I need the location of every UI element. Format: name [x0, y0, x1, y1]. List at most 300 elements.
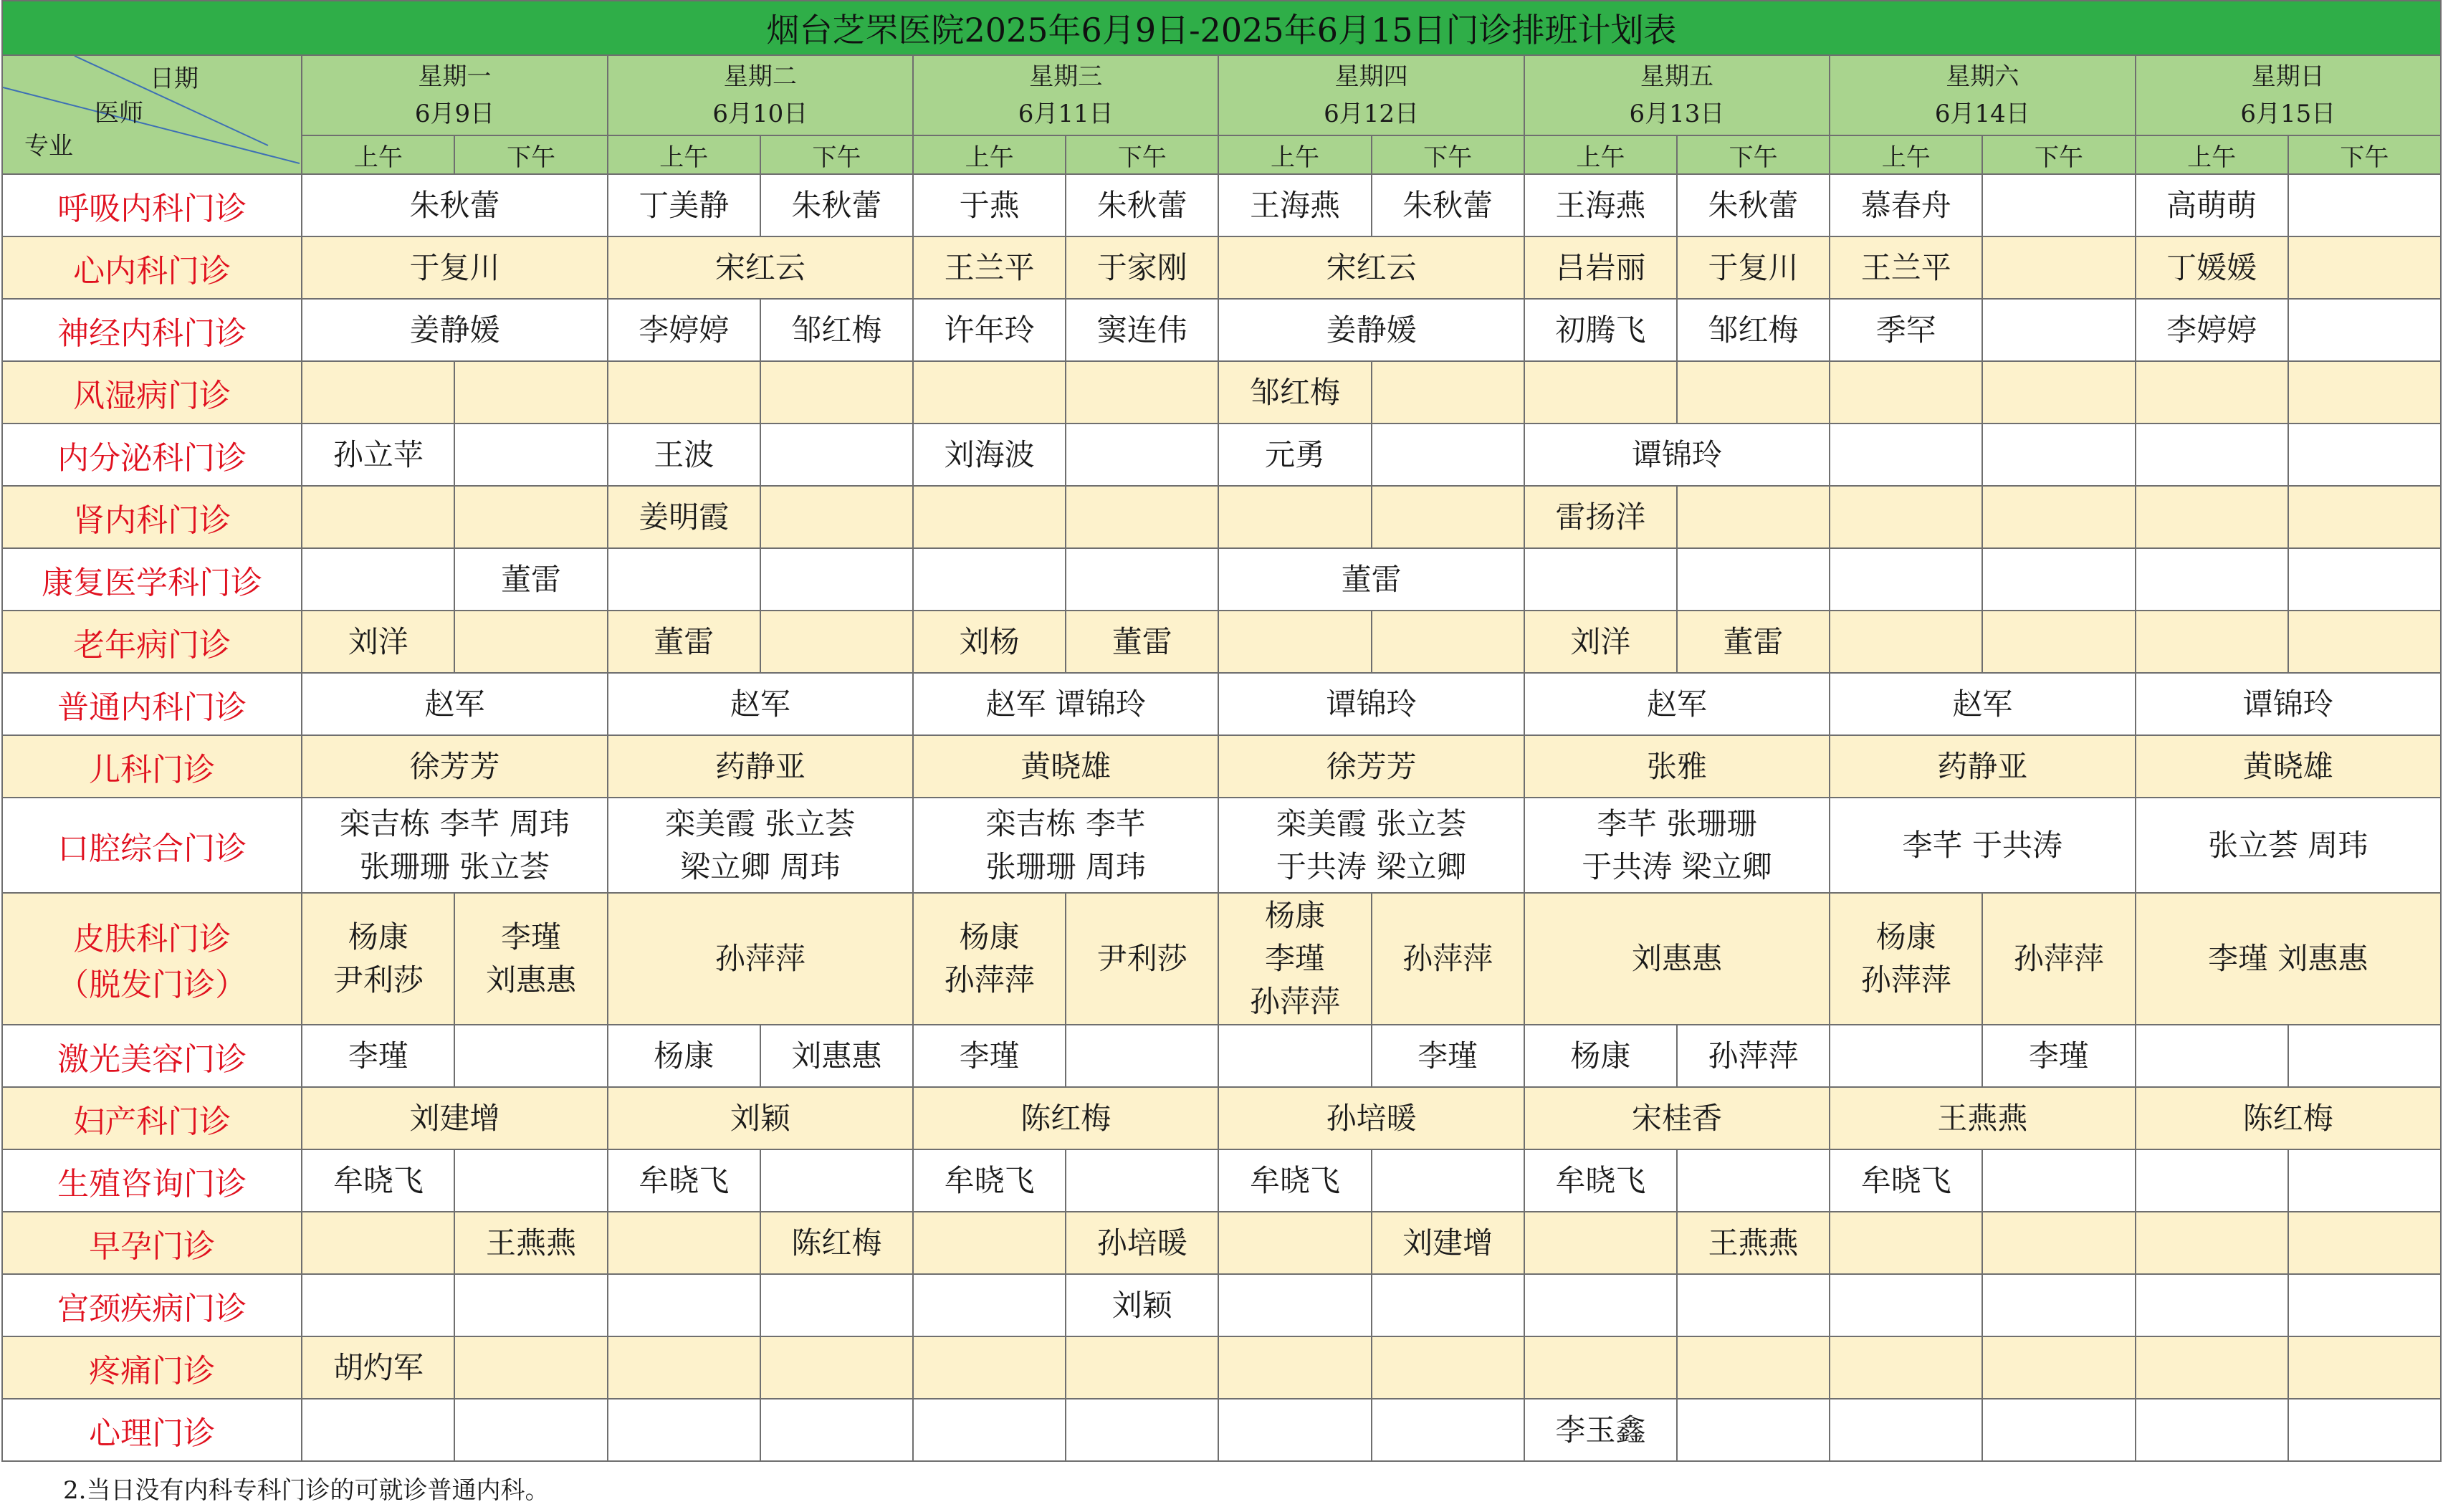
schedule-cell: [1982, 548, 2135, 611]
schedule-cell: [454, 1274, 607, 1336]
doctor-name: 牟晓飞: [1555, 1162, 1646, 1198]
table-row: [2, 236, 2441, 299]
schedule-cell: [454, 1336, 607, 1399]
table-row: [2, 673, 2441, 735]
schedule-cell: [1830, 1399, 1982, 1461]
schedule-cell: [760, 1274, 913, 1336]
department-name: [2, 1149, 302, 1212]
table-row: [2, 893, 2441, 1025]
schedule-cell: [2136, 236, 2288, 299]
department-label: 儿科门诊: [89, 751, 216, 788]
schedule-cell: [1982, 611, 2135, 673]
am-header: 上午: [913, 135, 1066, 174]
table-row: [2, 548, 2441, 611]
schedule-cell: [302, 236, 607, 299]
schedule-cell: [760, 611, 913, 673]
schedule-cell: [608, 236, 913, 299]
doctor-name: 刘惠惠: [1631, 941, 1722, 976]
table-row: [2, 486, 2441, 548]
doctor-name: 宋红云: [1326, 249, 1417, 285]
schedule-cell: [608, 1149, 760, 1212]
table-row: [2, 1149, 2441, 1212]
doctor-name: 陈红梅: [791, 1225, 882, 1260]
weekday-label: 星期三: [1029, 62, 1103, 91]
schedule-cell: [454, 1212, 607, 1274]
schedule-cell: [1218, 1212, 1371, 1274]
doctor-name: 孙培暖: [1326, 1100, 1417, 1136]
schedule-cell: [760, 174, 913, 236]
doctor-name: 徐芳芳: [409, 748, 500, 784]
department-label: 激光美容门诊: [57, 1040, 247, 1078]
schedule-cell: [1982, 236, 2135, 299]
doctor-name: 李瑾 刘惠惠: [2208, 941, 2368, 976]
schedule-cell: [760, 1399, 913, 1461]
schedule-cell: [760, 1025, 913, 1087]
doctor-name: 李瑾: [1264, 941, 1325, 976]
doctor-name: 姜明霞: [639, 499, 730, 535]
schedule-cell: [1372, 1399, 1524, 1461]
doctor-name: 宋红云: [714, 249, 805, 285]
schedule-cell: [2288, 548, 2441, 611]
table-row: [2, 798, 2441, 893]
schedule-cell: [1982, 1212, 2135, 1274]
doctor-name: 董雷: [1341, 561, 1402, 597]
schedule-cell: [302, 1025, 454, 1087]
doctor-name: 尹利莎: [1096, 941, 1187, 976]
schedule-cell: [302, 798, 607, 893]
schedule-cell: [1982, 361, 2135, 424]
schedule-cell: [454, 486, 607, 548]
schedule-cell: [1218, 798, 1524, 893]
schedule-cell: [2136, 1149, 2288, 1212]
doctor-name: 董雷: [1723, 623, 1784, 659]
schedule-cell: [1066, 486, 1218, 548]
schedule-cell: [2136, 1336, 2288, 1399]
schedule-cell: [2288, 299, 2441, 361]
schedule-cell: [2136, 798, 2441, 893]
doctor-name: 刘建增: [1402, 1225, 1493, 1260]
schedule-cell: [2136, 893, 2441, 1025]
doctor-name: 栾美霞 张立荟: [1276, 805, 1467, 841]
doctor-name: 许年玲: [944, 312, 1035, 348]
doctor-name: 杨康: [1570, 1038, 1631, 1073]
doctor-name: 元勇: [1264, 436, 1325, 472]
schedule-cell: [608, 299, 760, 361]
schedule-cell: [1677, 1149, 1830, 1212]
doctor-name: 孙萍萍: [2013, 941, 2104, 976]
doctor-name: 牟晓飞: [944, 1162, 1035, 1198]
doctor-name: 孙立苹: [333, 436, 424, 472]
schedule-cell: [1830, 299, 1982, 361]
schedule-cell: [1218, 1025, 1371, 1087]
doctor-name: 刘惠惠: [486, 962, 577, 997]
schedule-cell: [1677, 361, 1830, 424]
schedule-cell: [302, 1274, 454, 1336]
doctor-name: 李瑾: [2028, 1038, 2089, 1073]
corner-label-date: 日期: [150, 64, 199, 93]
schedule-cell: [454, 424, 607, 486]
doctor-name: 姜静媛: [409, 312, 500, 348]
schedule-cell: [454, 893, 607, 1025]
doctor-name: 李婷婷: [2166, 312, 2257, 348]
schedule-cell: [2288, 361, 2441, 424]
day-header: [2136, 55, 2441, 135]
doctor-name: 李玉鑫: [1555, 1412, 1646, 1448]
schedule-cell: [1372, 611, 1524, 673]
department-name: [2, 1087, 302, 1149]
doctor-name: 刘建增: [409, 1100, 500, 1136]
department-name: [2, 174, 302, 236]
doctor-name: 孙培暖: [1096, 1225, 1187, 1260]
weekday-label: 星期日: [2251, 62, 2325, 91]
doctor-name: 赵军: [1646, 686, 1707, 722]
table-row: [2, 735, 2441, 798]
doctor-name: 于共涛 梁立卿: [1276, 848, 1467, 884]
doctor-name: 董雷: [654, 623, 714, 659]
schedule-cell: [1677, 1025, 1830, 1087]
schedule-cell: [1982, 893, 2135, 1025]
doctor-name: 董雷: [501, 561, 562, 597]
doctor-name: 朱秋蕾: [1096, 187, 1187, 223]
department-name: [2, 1025, 302, 1087]
schedule-cell: [1982, 1336, 2135, 1399]
schedule-cell: [1982, 1149, 2135, 1212]
schedule-cell: [913, 1336, 1066, 1399]
schedule-cell: [1524, 673, 1830, 735]
doctor-name: 刘海波: [944, 436, 1035, 472]
department-label: 早孕门诊: [89, 1228, 216, 1265]
schedule-cell: [913, 611, 1066, 673]
schedule-cell: [1372, 174, 1524, 236]
department-name: [2, 798, 302, 893]
schedule-cell: [302, 361, 454, 424]
schedule-cell: [608, 174, 760, 236]
schedule-cell: [608, 611, 760, 673]
day-header: [1218, 55, 1524, 135]
schedule-cell: [1524, 548, 1677, 611]
doctor-name: 王兰平: [1860, 249, 1951, 285]
schedule-cell: [608, 1025, 760, 1087]
doctor-name: 谭锦玲: [1631, 436, 1722, 472]
schedule-cell: [913, 486, 1066, 548]
day-header: [1524, 55, 1830, 135]
schedule-cell: [2136, 1212, 2288, 1274]
schedule-cell: [454, 361, 607, 424]
doctor-name: 季罕: [1875, 312, 1936, 348]
schedule-cell: [913, 1399, 1066, 1461]
department-name: [2, 1212, 302, 1274]
schedule-cell: [2136, 1087, 2441, 1149]
schedule-cell: [608, 486, 760, 548]
schedule-cell: [1677, 548, 1830, 611]
department-label: 口腔综合门诊: [57, 830, 247, 867]
schedule-cell: [1372, 1149, 1524, 1212]
schedule-cell: [1524, 1274, 1677, 1336]
schedule-cell: [913, 174, 1066, 236]
schedule-cell: [1830, 1212, 1982, 1274]
schedule-cell: [2136, 735, 2441, 798]
department-name: [2, 361, 302, 424]
schedule-cell: [913, 361, 1066, 424]
schedule-cell: [302, 424, 454, 486]
schedule-cell: [913, 1212, 1066, 1274]
doctor-name: 黄晓雄: [1020, 748, 1111, 784]
schedule-cell: [1982, 1274, 2135, 1336]
schedule-cell: [1677, 174, 1830, 236]
schedule-cell: [608, 424, 760, 486]
doctor-name: 高萌萌: [2166, 187, 2257, 223]
schedule-cell: [1218, 611, 1371, 673]
schedule-cell: [1066, 1149, 1218, 1212]
doctor-name: 丁媛媛: [2166, 249, 2257, 285]
schedule-cell: [1524, 1336, 1677, 1399]
schedule-cell: [1677, 1274, 1830, 1336]
schedule-cell: [1218, 299, 1524, 361]
schedule-cell: [1830, 1149, 1982, 1212]
doctor-name: 栾吉栋 李芊: [985, 805, 1146, 841]
doctor-name: 于家刚: [1096, 249, 1187, 285]
doctor-name: 朱秋蕾: [791, 187, 882, 223]
day-header: [302, 55, 607, 135]
schedule-cell: [760, 1149, 913, 1212]
doctor-name: 牟晓飞: [1860, 1162, 1951, 1198]
schedule-cell: [2136, 361, 2288, 424]
doctor-name: 李瑾: [1417, 1038, 1478, 1073]
doctor-name: 孙萍萍: [1860, 962, 1951, 997]
department-name: [2, 299, 302, 361]
schedule-cell: [2288, 424, 2441, 486]
doctor-name: 栾吉栋 李芊 周玮: [340, 805, 570, 841]
schedule-cell: [1830, 486, 1982, 548]
schedule-cell: [2288, 174, 2441, 236]
schedule-cell: [2136, 1274, 2288, 1336]
doctor-name: 刘洋: [348, 623, 408, 659]
schedule-cell: [760, 548, 913, 611]
doctor-name: 张珊珊 周玮: [985, 848, 1146, 884]
schedule-cell: [2136, 299, 2288, 361]
doctor-name: 杨康: [1264, 898, 1325, 933]
department-label: 呼吸内科门诊: [57, 190, 247, 227]
schedule-cell: [1830, 611, 1982, 673]
department-name: [2, 424, 302, 486]
department-name: [2, 611, 302, 673]
doctor-name: 王海燕: [1555, 187, 1646, 223]
pm-header: 下午: [1372, 135, 1524, 174]
schedule-cell: [1066, 299, 1218, 361]
schedule-cell: [302, 1336, 454, 1399]
corner-label-doctor: 医师: [95, 99, 143, 128]
schedule-cell: [1372, 361, 1524, 424]
table-row: [2, 1087, 2441, 1149]
department-label: 宫颈疾病门诊: [57, 1290, 247, 1327]
doctor-name: 谭锦玲: [1326, 686, 1417, 722]
doctor-name: 朱秋蕾: [409, 187, 500, 223]
doctor-name: 杨康: [959, 919, 1020, 954]
schedule-cell: [302, 1149, 454, 1212]
schedule-cell: [1372, 1212, 1524, 1274]
schedule-cell: [1218, 673, 1524, 735]
table-row: [2, 424, 2441, 486]
schedule-cell: [1830, 548, 1982, 611]
schedule-cell: [1524, 1399, 1677, 1461]
schedule-cell: [2288, 1399, 2441, 1461]
doctor-name: 于共涛 梁立卿: [1582, 848, 1772, 884]
schedule-cell: [913, 1087, 1218, 1149]
weekday-label: 星期五: [1640, 62, 1713, 91]
doctor-name: 王海燕: [1249, 187, 1340, 223]
day-header: [608, 55, 913, 135]
doctor-name: 刘洋: [1570, 623, 1631, 659]
department-name: [2, 893, 302, 1025]
pm-header: 下午: [1982, 135, 2135, 174]
department-label: 普通内科门诊: [57, 689, 247, 726]
doctor-name: 邹红梅: [791, 312, 882, 348]
table-row: [2, 1025, 2441, 1087]
schedule-cell: [1066, 1212, 1218, 1274]
department-name: [2, 1336, 302, 1399]
doctor-name: 刘颖: [1111, 1287, 1172, 1323]
doctor-name: 王燕燕: [1937, 1100, 2028, 1136]
date-label: 6月15日: [2240, 100, 2336, 128]
schedule-cell: [1982, 299, 2135, 361]
table-row: [2, 1399, 2441, 1461]
doctor-name: 赵军: [730, 686, 790, 722]
schedule-cell: [1066, 174, 1218, 236]
doctor-name: 李瑾: [959, 1038, 1020, 1073]
schedule-cell: [1372, 1025, 1524, 1087]
am-header: 上午: [302, 135, 454, 174]
schedule-cell: [1830, 361, 1982, 424]
schedule-cell: [2288, 1274, 2441, 1336]
doctor-name: 陈红梅: [2242, 1100, 2333, 1136]
schedule-cell: [1982, 1399, 2135, 1461]
doctor-name: 雷扬洋: [1555, 499, 1646, 535]
doctor-name: 栾美霞 张立荟: [665, 805, 856, 841]
schedule-cell: [913, 1274, 1066, 1336]
schedule-cell: [608, 798, 913, 893]
doctor-name: 孙萍萍: [1708, 1038, 1799, 1073]
schedule-cell: [1524, 1212, 1677, 1274]
schedule-cell: [1218, 1336, 1371, 1399]
department-label: 疼痛门诊: [89, 1352, 216, 1389]
schedule-cell: [1830, 424, 1982, 486]
pm-header: 下午: [2288, 135, 2441, 174]
doctor-name: 李瑾: [348, 1038, 408, 1073]
doctor-name: 王兰平: [944, 249, 1035, 285]
doctor-name: 王燕燕: [486, 1225, 577, 1260]
doctor-name: 牟晓飞: [1249, 1162, 1340, 1198]
doctor-name: 刘杨: [959, 623, 1020, 659]
schedule-cell: [1218, 1149, 1371, 1212]
footnote: 2.当日没有内科专科门诊的可就诊普通内科。: [63, 1476, 550, 1505]
schedule-cell: [760, 486, 913, 548]
schedule-cell: [302, 611, 454, 673]
schedule-cell: [913, 548, 1066, 611]
schedule-cell: [2288, 1212, 2441, 1274]
schedule-cell: [454, 1025, 607, 1087]
am-header: 上午: [1830, 135, 1982, 174]
schedule-cell: [1218, 361, 1371, 424]
schedule-cell: [1524, 361, 1677, 424]
doctor-name: 陈红梅: [1020, 1100, 1111, 1136]
schedule-cell: [913, 798, 1218, 893]
schedule-cell: [1218, 1274, 1371, 1336]
doctor-name: 赵军: [1952, 686, 2013, 722]
schedule-cell: [1524, 174, 1677, 236]
schedule-cell: [2136, 1399, 2288, 1461]
table-row: [2, 361, 2441, 424]
schedule-cell: [608, 1087, 913, 1149]
schedule-cell: [913, 424, 1066, 486]
schedule-cell: [1830, 798, 2135, 893]
schedule-cell: [1830, 673, 2135, 735]
schedule-cell: [302, 548, 454, 611]
doctor-name: 李婷婷: [639, 312, 730, 348]
schedule-cell: [1066, 548, 1218, 611]
schedule-table: [1, 0, 2442, 1462]
doctor-name: 慕春舟: [1860, 187, 1951, 223]
schedule-cell: [2288, 1149, 2441, 1212]
doctor-name: 丁美静: [639, 187, 730, 223]
schedule-cell: [302, 299, 607, 361]
doctor-name: 孙萍萍: [714, 941, 805, 976]
doctor-name: 孙萍萍: [944, 962, 1035, 997]
department-label: 生殖咨询门诊: [57, 1165, 247, 1202]
schedule-cell: [302, 1212, 454, 1274]
schedule-cell: [760, 299, 913, 361]
am-header: 上午: [2136, 135, 2288, 174]
corner-label-specialty: 专业: [24, 132, 73, 161]
schedule-cell: [1677, 1399, 1830, 1461]
doctor-name: 朱秋蕾: [1708, 187, 1799, 223]
schedule-cell: [454, 611, 607, 673]
schedule-cell: [608, 673, 913, 735]
pm-header: 下午: [1066, 135, 1218, 174]
doctor-name: 黄晓雄: [2242, 748, 2333, 784]
pm-header: 下午: [454, 135, 607, 174]
doctor-name: 孙萍萍: [1249, 984, 1340, 1019]
weekday-label: 星期六: [1946, 62, 2019, 91]
schedule-cell: [1524, 299, 1677, 361]
schedule-cell: [913, 1149, 1066, 1212]
schedule-cell: [1218, 486, 1371, 548]
schedule-cell: [302, 486, 454, 548]
doctor-name: 牟晓飞: [639, 1162, 730, 1198]
schedule-cell: [2288, 1336, 2441, 1399]
pm-header: 下午: [1677, 135, 1830, 174]
schedule-cell: [1830, 1087, 2135, 1149]
schedule-cell: [1830, 1025, 1982, 1087]
department-label: 心理门诊: [89, 1415, 216, 1452]
doctor-name: 董雷: [1111, 623, 1172, 659]
schedule-cell: [1524, 236, 1677, 299]
schedule-cell: [1218, 236, 1524, 299]
schedule-cell: [1372, 486, 1524, 548]
doctor-name: 杨康: [654, 1038, 714, 1073]
schedule-cell: [1830, 174, 1982, 236]
schedule-cell: [1830, 893, 1982, 1025]
department-label: 神经内科门诊: [57, 315, 247, 352]
am-header: 上午: [608, 135, 760, 174]
doctor-name: 朱秋蕾: [1402, 187, 1493, 223]
doctor-name: 谭锦玲: [2242, 686, 2333, 722]
schedule-cell: [1524, 893, 1830, 1025]
schedule-cell: [2136, 1025, 2288, 1087]
table-row: [2, 1274, 2441, 1336]
schedule-cell: [608, 1212, 760, 1274]
date-label: 6月11日: [1018, 100, 1114, 128]
schedule-cell: [1066, 424, 1218, 486]
